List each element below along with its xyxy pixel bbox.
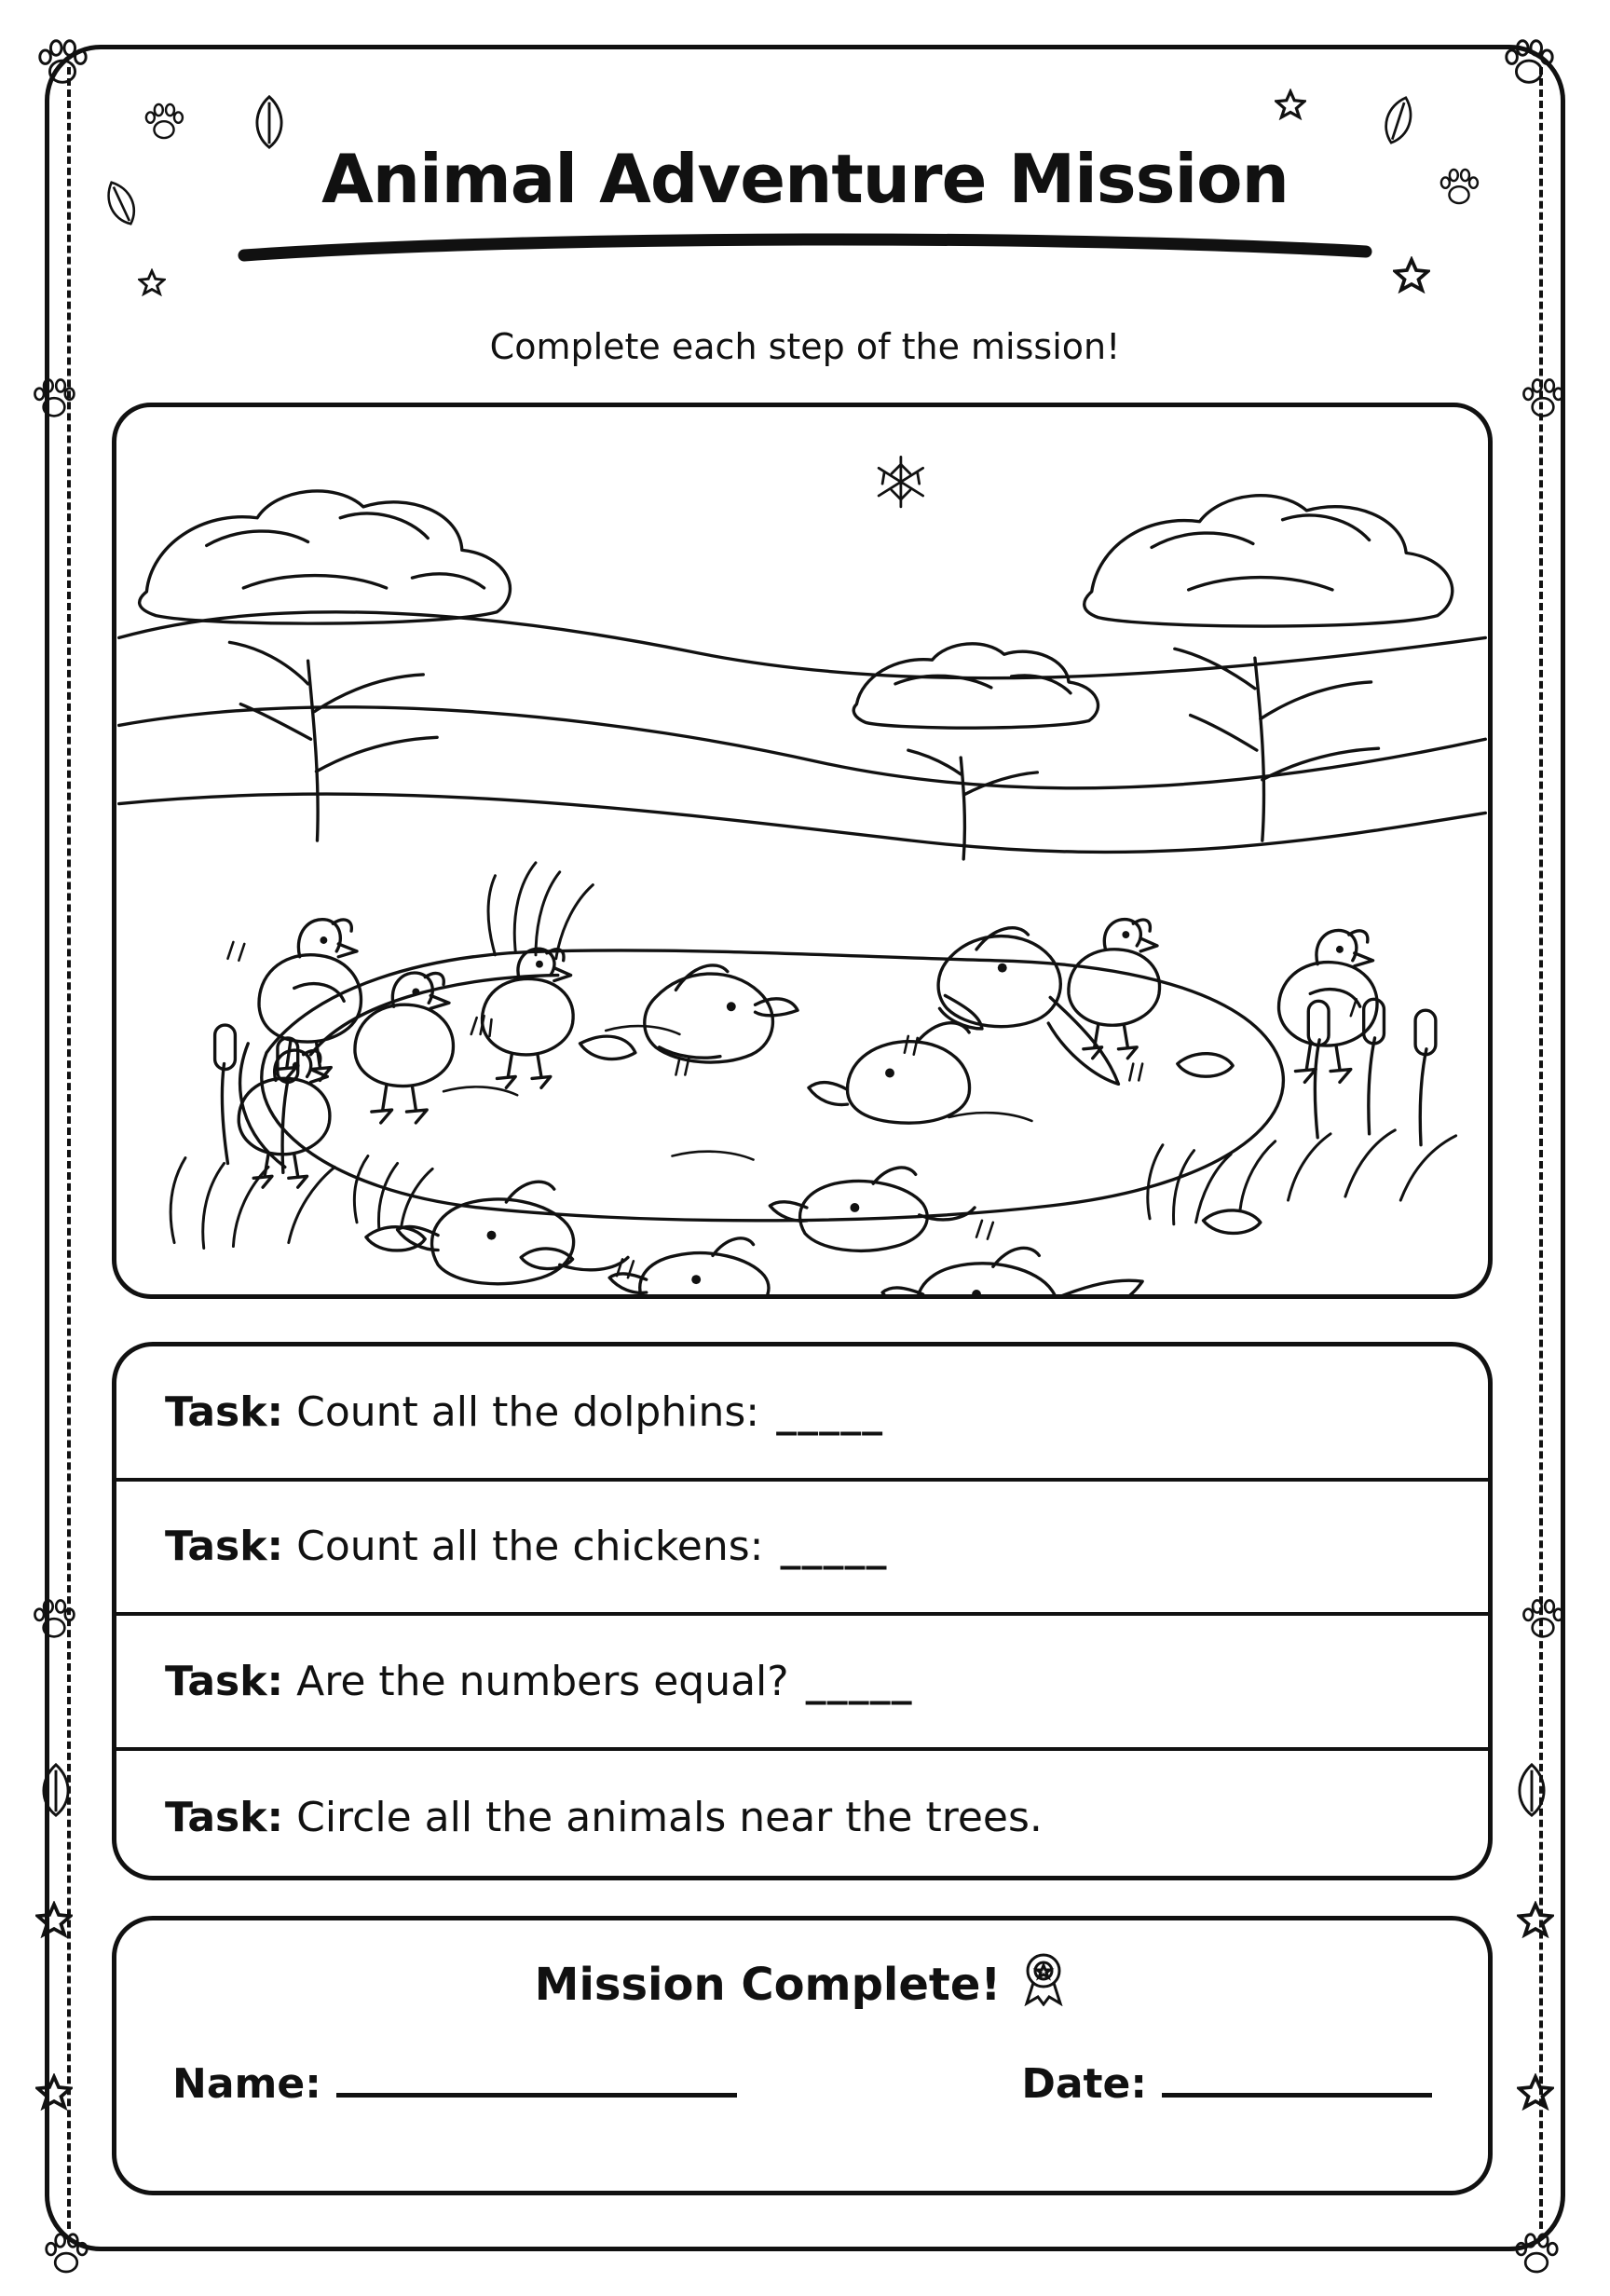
task-text: Count all the dolphins: — [296, 1387, 760, 1436]
mission-complete-label: Mission Complete! — [534, 1959, 1002, 2011]
star-icon — [1517, 1901, 1554, 1938]
star-icon — [138, 268, 166, 296]
task-text: Are the numbers equal? — [296, 1657, 789, 1705]
task-list — [112, 1342, 1493, 1880]
paw-print-icon — [28, 1593, 80, 1646]
paw-print-icon — [1517, 373, 1569, 425]
leaf-icon — [34, 1761, 78, 1819]
paw-print-icon — [34, 34, 91, 91]
task-row — [116, 1616, 1488, 1751]
name-label: Name: — [172, 2060, 321, 2108]
name-date-row — [116, 2060, 1488, 2108]
page-header — [0, 140, 1610, 266]
task-text: Circle all the animals near the trees. — [296, 1794, 1043, 1842]
paw-print-icon — [1517, 1593, 1569, 1646]
star-icon — [35, 2073, 73, 2111]
task-text: Count all the chickens: — [296, 1523, 764, 1571]
task-label: Task: — [165, 1387, 284, 1436]
leaf-icon — [1509, 1761, 1554, 1819]
award-ribbon-icon — [1017, 1952, 1070, 2017]
date-label: Date: — [1021, 2060, 1147, 2108]
star-icon — [1517, 2073, 1554, 2111]
answer-blank[interactable]: _____ — [805, 1657, 913, 1705]
coloring-scene-panel — [112, 403, 1493, 1299]
task-row — [116, 1751, 1488, 1881]
title-underline — [237, 231, 1373, 263]
paw-print-icon — [1500, 34, 1558, 91]
footer-signature-box — [112, 1916, 1493, 2195]
paw-print-icon — [39, 2227, 93, 2281]
name-input[interactable] — [336, 2093, 737, 2098]
task-label: Task: — [165, 1794, 284, 1842]
answer-blank[interactable]: _____ — [780, 1523, 888, 1571]
date-input[interactable] — [1162, 2093, 1432, 2098]
page-subtitle: Complete each step of the mission! — [489, 326, 1121, 367]
paw-print-icon — [1509, 2227, 1563, 2281]
scene-illustration — [116, 407, 1488, 1294]
paw-print-icon — [28, 373, 80, 425]
task-row — [116, 1482, 1488, 1617]
task-label: Task: — [165, 1657, 284, 1705]
page-title: Animal Adventure Mission — [321, 140, 1289, 218]
mission-complete-heading — [116, 1952, 1488, 2017]
task-label: Task: — [165, 1523, 284, 1571]
star-icon — [1275, 89, 1306, 120]
star-icon — [35, 1901, 73, 1938]
task-row — [116, 1346, 1488, 1482]
answer-blank[interactable]: _____ — [776, 1387, 884, 1436]
